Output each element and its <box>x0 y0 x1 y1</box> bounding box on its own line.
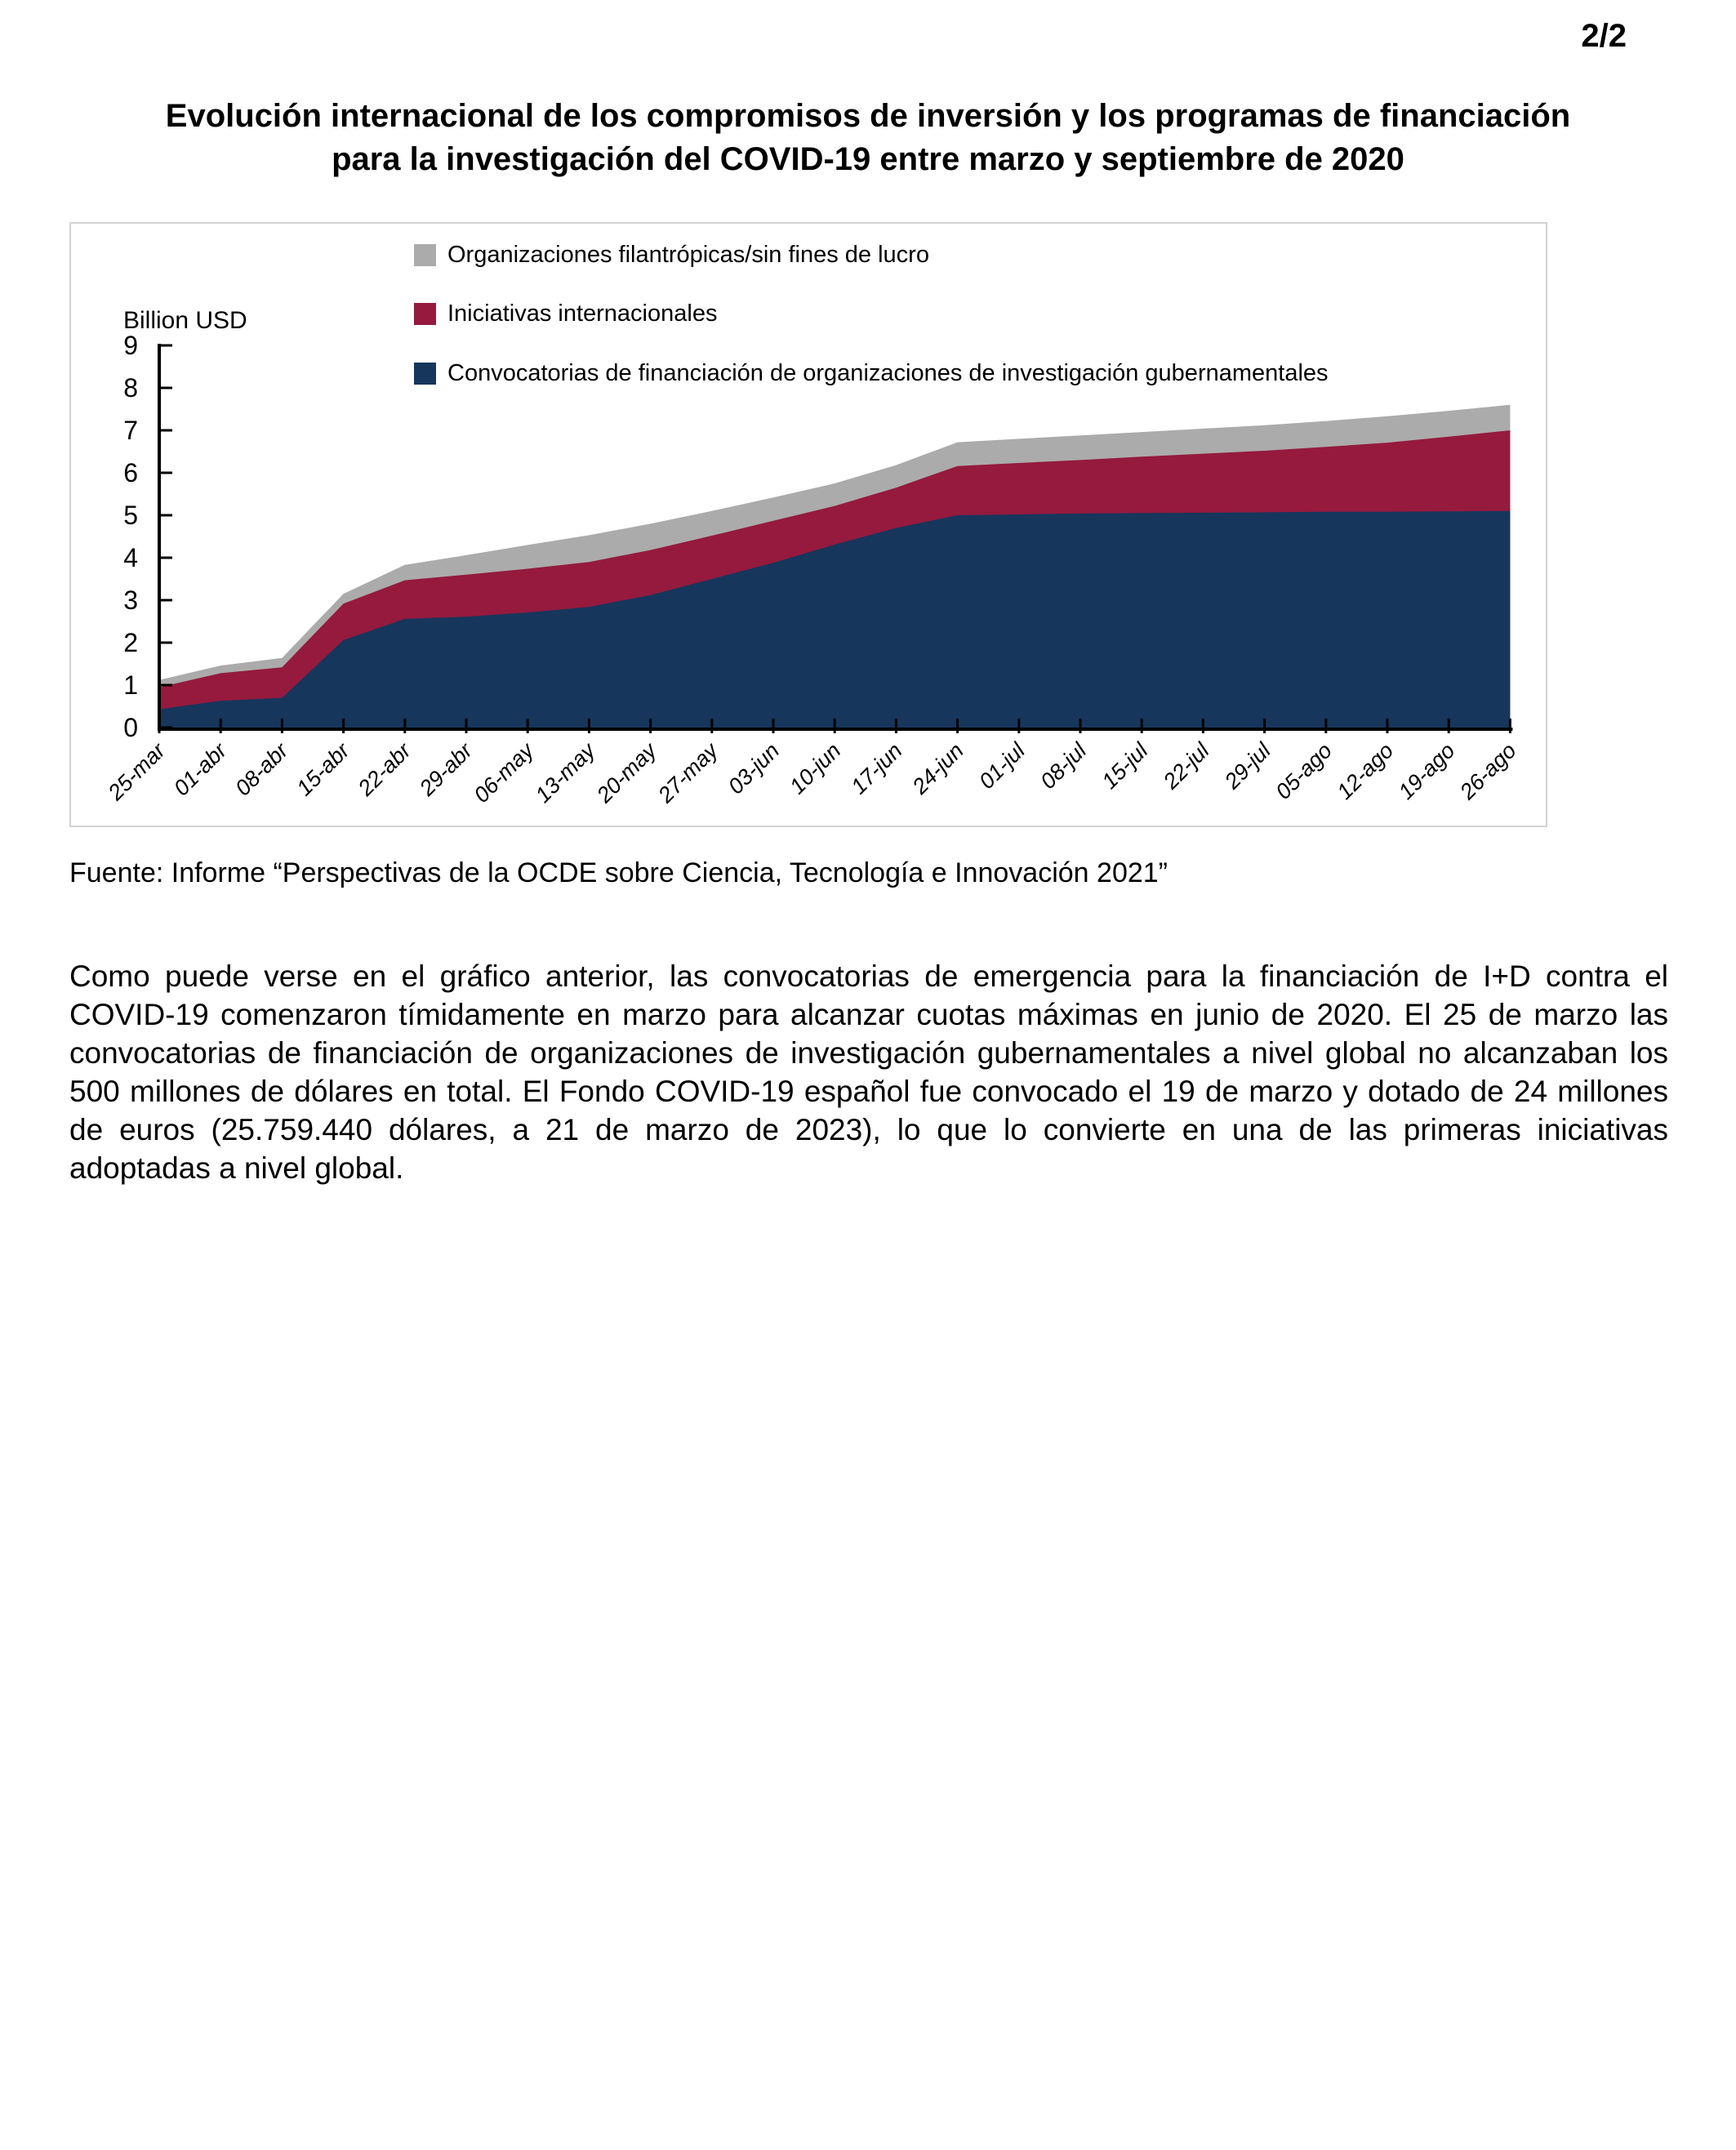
svg-text:13-may: 13-may <box>530 738 600 808</box>
svg-text:4: 4 <box>123 543 138 572</box>
svg-text:08-abr: 08-abr <box>230 738 293 801</box>
title-line-2: para la investigación del COVID-19 entre marzo y septiembre de 2020 <box>332 141 1404 177</box>
legend-label: Convocatorias de financiación de organizaciones de investigación gubernamentales <box>447 360 1329 386</box>
svg-text:3: 3 <box>123 585 138 615</box>
svg-text:01-abr: 01-abr <box>169 738 232 801</box>
svg-text:29-jul: 29-jul <box>1219 738 1275 794</box>
svg-text:05-ago: 05-ago <box>1271 738 1338 804</box>
svg-text:24-jun: 24-jun <box>907 738 968 799</box>
legend-label: Iniciativas internacionales <box>447 300 718 327</box>
document-title <box>0 95 1736 181</box>
legend-swatch-navy <box>414 363 436 385</box>
svg-text:03-jun: 03-jun <box>723 738 785 799</box>
svg-text:17-jun: 17-jun <box>846 738 907 799</box>
stacked-area-chart <box>71 224 1546 826</box>
source-caption: Fuente: Informe “Perspectivas de la OCDE sobre Ciencia, Tecnología e Innovación 2021” <box>69 857 1168 888</box>
svg-text:2: 2 <box>123 628 138 657</box>
svg-text:12-ago: 12-ago <box>1332 738 1399 804</box>
svg-text:06-may: 06-may <box>469 738 539 808</box>
svg-text:8: 8 <box>123 373 138 403</box>
svg-text:15-abr: 15-abr <box>292 738 354 801</box>
svg-text:1: 1 <box>123 670 138 700</box>
svg-text:01-jul: 01-jul <box>974 738 1030 794</box>
legend-item-philanthropic <box>414 242 929 269</box>
body-paragraph: Como puede verse en el gráfico anterior, las convocatorias de emergencia para la financiación de I+D contra el COVID-19 comenzaron tímidamente en marzo para alcanzar cuotas máximas en junio de 2020. El 25 de marzo las convocatorias de financiación de organizaciones de investigación gubernamentales a nivel global no alcanzaban los 500 millones de dólares en total. El Fondo COVID-19 español fue convocado el 19 de marzo y dotado de 24 millones de euros (25.759.440 dólares, a 21 de marzo de 2023), lo que lo convierte en una de las primeras iniciativas adoptadas a nivel global. <box>69 959 1668 1185</box>
svg-text:10-jun: 10-jun <box>785 738 846 799</box>
svg-text:15-jul: 15-jul <box>1097 738 1153 794</box>
svg-text:22-abr: 22-abr <box>353 738 416 801</box>
svg-text:08-jul: 08-jul <box>1035 738 1092 794</box>
svg-text:27-may: 27-may <box>653 738 723 808</box>
svg-text:0: 0 <box>123 713 138 742</box>
legend-item-international <box>414 300 717 327</box>
page-number: 2/2 <box>1581 18 1627 54</box>
legend-label: Organizaciones filantrópicas/sin fines de lucro <box>447 242 929 268</box>
svg-text:7: 7 <box>123 416 138 445</box>
svg-text:25-mar: 25-mar <box>103 738 171 805</box>
svg-text:20-may: 20-may <box>591 738 661 808</box>
legend-item-government <box>414 360 1329 387</box>
svg-text:5: 5 <box>123 501 138 530</box>
svg-text:29-abr: 29-abr <box>414 738 478 801</box>
svg-text:19-ago: 19-ago <box>1393 738 1460 804</box>
legend-swatch-gray <box>414 244 436 266</box>
title-line-1: Evolución internacional de los compromisos de inversión y los programas de financiación <box>165 98 1571 134</box>
svg-text:9: 9 <box>123 331 138 360</box>
chart-panel <box>69 222 1547 827</box>
legend-swatch-red <box>414 303 436 325</box>
svg-text:26-ago: 26-ago <box>1454 738 1521 804</box>
svg-text:6: 6 <box>123 458 138 487</box>
svg-text:Billion USD: Billion USD <box>123 307 247 334</box>
svg-text:22-jul: 22-jul <box>1158 738 1214 794</box>
